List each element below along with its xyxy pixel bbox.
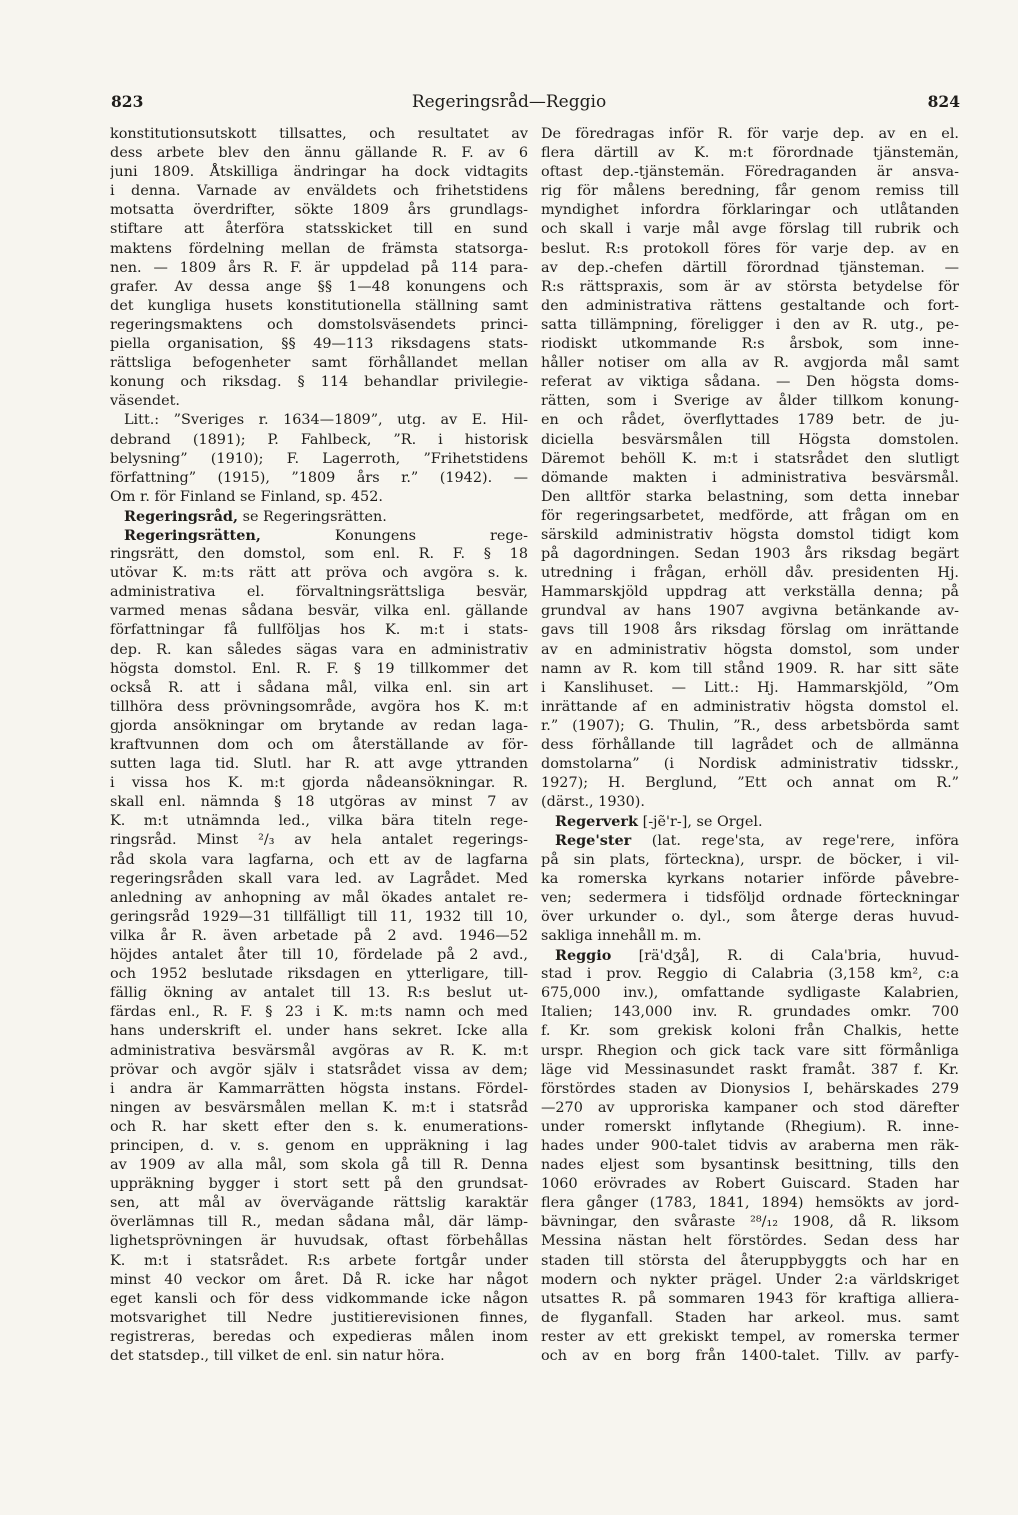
text-line: riodiskt utkommande R:s årsbok, som inne- <box>541 336 959 353</box>
text-line: av dep.-chefen därtill förordnad tjänsteman. — <box>541 259 959 276</box>
text-line: f. Kr. som grekisk koloni från Chalkis, hette <box>541 1023 959 1040</box>
text-line: namn av R. kom till stånd 1909. R. har sitt säte <box>541 660 959 677</box>
text-line: ningen av besvärsmålen mellan K. m:t i statsråd <box>110 1099 528 1116</box>
text-line: konstitutionsutskott tillsattes, och resultatet av <box>110 126 528 142</box>
text-line: ka romerska kyrkans notarier införde påvebre- <box>541 870 959 887</box>
text-line: sakliga innehåll m. m. <box>541 927 702 944</box>
text-line: urspr. Rhegion och gick tack vare sitt förmånliga <box>541 1042 959 1059</box>
left-text-column <box>110 125 528 1366</box>
text-line: —270 av upproriska kampaner och stod därefter <box>541 1099 959 1116</box>
text-line: principen, d. v. s. genom en uppräkning i lag <box>110 1137 528 1154</box>
text-line: högsta domstol. Enl. R. F. § 19 tillkommer det <box>110 660 528 677</box>
text-line: och R. har skett efter den s. k. enumerations- <box>110 1118 528 1135</box>
text-line: Litt.: ”Sveriges r. 1634—1809”, utg. av E. Hil- <box>124 412 528 429</box>
right-page-number: 824 <box>927 92 960 111</box>
text-line: över urkunder o. dyl., som återge deras huvud- <box>541 908 959 925</box>
text-line: geringsråd 1929—31 tillfälligt till 11, 1932 till 10, <box>110 908 528 925</box>
text-line: skall enl. nämnda § 18 utgöras av minst 7 av <box>110 794 528 811</box>
text-line: utövar K. m:ts rätt att pröva och avgöra s. k. <box>110 565 528 582</box>
text-line: Däremot behöll K. m:t i statsrådet den slutligt <box>541 450 959 467</box>
text-line: regeringsråden skall vara led. av Lagrådet. Med <box>110 870 528 887</box>
text-line: grundval av hans 1907 avgivna betänkande av- <box>541 603 959 620</box>
text-line: vilka år R. även arbetade på 2 avd. 1946—52 <box>110 927 528 944</box>
text-line: fällig ökning av antalet till 13. R:s beslut ut- <box>110 985 528 1002</box>
text-line: och 1952 beslutade riksdagen en ytterligare, till- <box>110 966 528 983</box>
text-line: modern och nykter prägel. Under 2:a världskriget <box>541 1271 959 1288</box>
text-line: nades eljest som bysantinsk besittning, tills den <box>541 1157 959 1174</box>
left-page-number: 823 <box>111 92 144 111</box>
text-line: rätten, som i Sverige av ålder tillkom konung- <box>541 393 959 410</box>
text-line: anledning av anhopning av mål ökades antalet re- <box>110 889 528 906</box>
text-line: rättsliga befogenheter samt förhållandet mellan <box>110 355 528 372</box>
text-line: lighetsprövningen är huvudsak, oftast förbehållas <box>110 1233 528 1250</box>
text-line: också R. att i sådana mål, vilka enl. sin art <box>110 679 528 696</box>
text-line: maktens fördelning mellan de främsta statsorga- <box>110 240 528 257</box>
text-line: Om r. för Finland se Finland, sp. 452. <box>110 488 383 505</box>
text-line: Den alltför starka belastning, som detta innebar <box>541 488 959 505</box>
text-line: av en administrativ högsta domstol, som under <box>541 641 959 658</box>
text-line: råd skola vara lagfarna, och ett av de lagfarna <box>110 851 528 868</box>
text-line: i denna. Varnade av enväldets och frihetstidens <box>110 183 528 200</box>
text-line: motsvarighet till Nedre justitierevisionen finnes, <box>110 1309 528 1326</box>
text-line: Rege'ster (lat. rege'sta, av rege'rere, införa <box>555 832 959 850</box>
text-line: ringsrätt, den domstol, som enl. R. F. § 18 <box>110 546 528 563</box>
text-line: Regeringsrätten, Konungens rege- <box>124 526 528 544</box>
text-line: för regeringsarbetet, medförde, att frågan om en <box>541 507 959 524</box>
text-line: 675,000 inv.), omfattande sydligaste Kalabrien, <box>541 985 959 1002</box>
text-line: Italien; 143,000 inv. R. grundades omkr. 700 <box>541 1004 959 1021</box>
text-line: särskild administrativ högsta domstol tidigt kom <box>541 526 959 543</box>
text-line: höjdes antalet åter till 10, fördelade på 2 avd., <box>110 947 528 964</box>
text-line: stiftare att återföra statsskicket till en sund <box>110 221 528 238</box>
text-line: beslut. R:s protokoll föres för varje dep. av en <box>541 240 959 257</box>
text-line: juni 1809. Åtskilliga ändringar ha dock vidtagits <box>110 164 528 181</box>
text-line: bävningar, den svåraste ²⁸/₁₂ 1908, då R. liksom <box>541 1214 959 1231</box>
text-line: under romerskt inflytande (Rhegium). R. inne- <box>541 1118 959 1135</box>
text-line: oftast dep.-tjänstemän. Föredraganden är ansva- <box>541 164 959 181</box>
text-line: förstördes staden av Dionysios I, behärskades 279 <box>541 1080 959 1097</box>
text-line: prövar och avgör själv i statsrådet vissa av dem; <box>110 1061 528 1078</box>
text-line: författning” (1915), ”1809 års r.” (1942). — <box>110 469 528 486</box>
text-line: på sin plats, förteckna), urspr. de böcker, i vil- <box>541 851 959 868</box>
text-line: dess arbete blev den ännu gällande R. F. av 6 <box>110 145 528 162</box>
text-line: inrättande af en administrativ högsta domstol el. <box>541 698 959 715</box>
text-line: ven; sedermera i tidsföljd ordnade förteckningar <box>541 889 959 906</box>
text-line: satta tillämpning, föreligger i den av R. utg., pe- <box>541 316 959 333</box>
text-line: i andra är Kammarrätten högsta instans. Fördel- <box>110 1080 528 1097</box>
text-line: på dagordningen. Sedan 1903 års riksdag begärt <box>541 546 959 563</box>
text-line: diciella besvärsmålen till Högsta domstolen. <box>541 431 959 448</box>
text-line: konung och riksdag. § 114 behandlar privilegie- <box>110 374 528 391</box>
text-line: gavs till 1908 års riksdag förslag om inrättande <box>541 622 959 639</box>
text-line: 1060 erövrades av Robert Guiscard. Staden har <box>541 1176 959 1193</box>
text-line: kraftvunnen dom och om återställande av för- <box>110 737 528 753</box>
text-line: myndighet infordra förklaringar och utlåtanden <box>541 202 959 219</box>
text-line: stad i prov. Reggio di Calabria (3,158 km², c:a <box>541 966 959 983</box>
text-line: överlämnas till R., medan sådana mål, där lämp- <box>110 1214 528 1231</box>
text-line: flera gånger (1783, 1841, 1894) hemsökts av jord- <box>541 1195 959 1212</box>
text-line: 1927); H. Berglund, ”Ett och annat om R.” <box>541 775 959 792</box>
text-line: referat av viktiga sådana. — Den högsta doms- <box>541 374 959 391</box>
text-line: gjorda ansökningar om brytande av redan laga- <box>110 717 528 734</box>
text-line: utsattes R. på sommaren 1943 för kraftiga alliera- <box>541 1290 959 1307</box>
text-line: det kungliga husets konstitutionella ställning samt <box>110 297 528 314</box>
text-line: och skall i varje mål avge förslag till rubrik och <box>541 221 959 238</box>
text-line: tillhöra dess prövningsområde, avgöra hos K. m:t <box>110 698 528 715</box>
text-line: regeringsmaktens och domstolsväsendets princi- <box>110 316 528 333</box>
text-line: sutten laga tid. Slutl. har R. att avge yttranden <box>110 756 528 773</box>
text-line: uppräkning bygger i stort sett på den grundsat- <box>110 1176 528 1193</box>
running-head-title: Regeringsråd—Reggio <box>411 92 607 112</box>
text-line: motsatta överdrifter, sökte 1809 års grundlags- <box>110 202 528 219</box>
text-line: registreras, beredas och expedieras målen inom <box>110 1328 528 1345</box>
text-line: håller notiser om alla av R. avgjorda mål samt <box>541 355 959 372</box>
text-line: administrativa besvärsmål avgöras av R. K. m:t <box>110 1042 528 1059</box>
text-line: (därst., 1930). <box>541 794 645 811</box>
text-line: Messina nästan helt förstördes. Sedan dess har <box>541 1233 959 1250</box>
text-line: K. m:t utnämnda led., vilka bära titeln rege- <box>110 813 528 830</box>
text-line: minst 40 veckor om året. Då R. icke har något <box>110 1271 528 1288</box>
text-line: hades under 900-talet tidvis av araberna men räk- <box>541 1137 959 1154</box>
text-line: De föredragas inför R. för varje dep. av en el. <box>541 126 959 142</box>
text-line: dess förhållande till lagrådet och de allmänna <box>541 737 959 753</box>
text-line: debrand (1891); P. Fahlbeck, ”R. i historisk <box>110 431 528 448</box>
text-line: av 1909 av alla mål, som skola gå till R. Denna <box>110 1157 528 1174</box>
text-line: och av en borg från 1400-talet. Tillv. av parfy- <box>541 1348 959 1364</box>
text-line: R:s rättspraxis, som är av största betydelse för <box>541 278 959 295</box>
text-line: grafer. Av dessa ange §§ 1—48 konungens och <box>110 278 528 295</box>
text-line: den administrativa rättens gestaltande och fort- <box>541 297 959 314</box>
text-line: ringsråd. Minst ²/₃ av hela antalet regerings- <box>110 832 528 849</box>
text-line: de flyganfall. Staden har arkeol. mus. samt <box>541 1309 959 1326</box>
text-line: piella organisation, §§ 49—113 riksdagens stats- <box>110 336 528 353</box>
text-line: Regerverk [-jẽ'r-], se Orgel. <box>555 813 763 831</box>
text-line: Regeringsråd, se Regeringsrätten. <box>124 507 387 525</box>
text-line: belysning” (1910); F. Lagerroth, ”Frihetstidens <box>110 450 528 467</box>
text-line: utredning i frågan, erhöll dåv. presidenten Hj. <box>541 565 959 582</box>
text-line: eget kansli och för dess vidkommande icke någon <box>110 1290 528 1307</box>
text-line: i Kanslihuset. — Litt.: Hj. Hammarskjöld, ”Om <box>541 679 959 696</box>
text-line: K. m:t i statsrådet. R:s arbete fortgår under <box>110 1252 528 1269</box>
text-line: en och rådet, överflyttades 1789 betr. de ju- <box>541 412 959 429</box>
text-line: r.” (1907); G. Thulin, ”R., dess arbetsbörda samt <box>541 717 959 734</box>
text-line: dömande makten i administrativa besvärsmål. <box>541 469 959 486</box>
text-line: dep. R. kan således sägas vara en administrativ <box>110 641 528 658</box>
text-line: hans underskrift el. under hans sekret. Icke alla <box>110 1023 528 1040</box>
text-line: domstolarna” (i Nordisk administrativ tidsskr., <box>541 756 959 773</box>
text-line: Hammarskjöld uppdrag att verkställa denna; på <box>541 584 959 601</box>
text-line: rester av ett grekiskt tempel, av romerska termer <box>541 1328 959 1345</box>
text-line: rig för målens beredning, får genom remiss till <box>541 183 959 200</box>
text-line: nen. — 1809 års R. F. är uppdelad på 114 para- <box>110 259 528 276</box>
text-line: varmed menas sådana besvär, vilka enl. gällande <box>110 603 528 620</box>
right-text-column <box>541 125 959 1366</box>
text-line: administrativa el. förvaltningsrättsliga besvär, <box>110 584 528 601</box>
text-line: författningar få fullföljas hos K. m:t i stats- <box>110 622 528 639</box>
text-line: färdas enl., R. F. § 23 i K. m:ts namn och med <box>110 1004 528 1021</box>
text-line: väsendet. <box>110 393 180 410</box>
text-line: i vissa hos K. m:t gjorda nådeansökningar. R. <box>110 775 528 792</box>
text-line: läge vid Messinasundet raskt framåt. 387 f. Kr. <box>541 1061 959 1078</box>
text-line: flera därtill av K. m:t förordnade tjänstemän, <box>541 145 959 162</box>
text-line: det statsdep., till vilket de enl. sin natur höra. <box>110 1348 445 1364</box>
text-line: Reggio [rä'dʒå], R. di Cala'bria, huvud- <box>555 947 959 965</box>
text-line: sen, att mål av övervägande rättslig karaktär <box>110 1195 528 1212</box>
text-line: staden till största del återuppbyggts och har en <box>541 1252 959 1269</box>
